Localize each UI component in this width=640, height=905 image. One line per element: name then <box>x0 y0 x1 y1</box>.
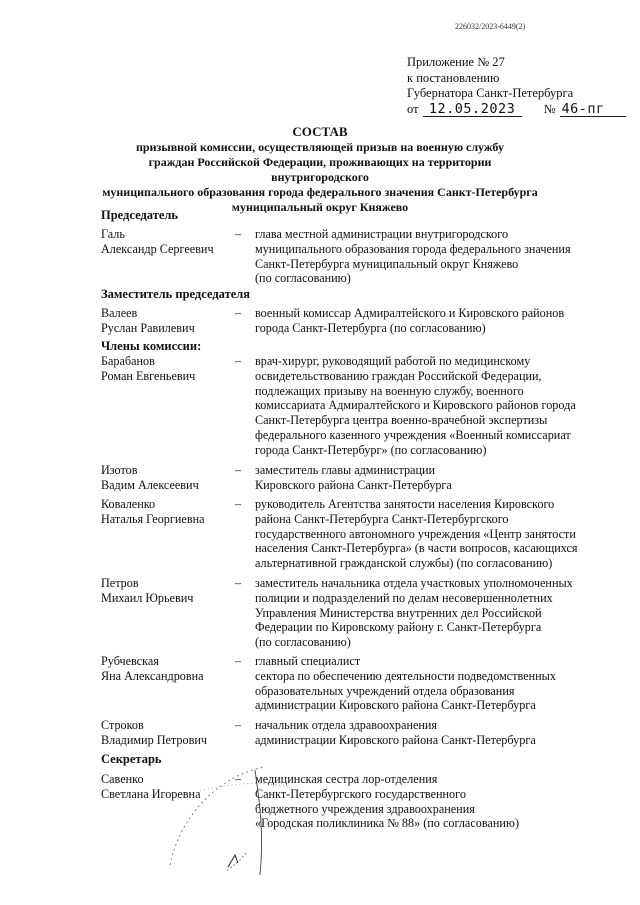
member-role: глава местной администрации внутригородского муниципального образования города федерального значения Санкт-Петербурга муниципальный округ Княжево (по согласованию) <box>255 227 571 286</box>
dash-separator: – <box>235 354 242 368</box>
member-role: главный специалист сектора по обеспечению деятельности подведомственных образовательных учреждений отдела образования администрации Кировского района Санкт-Петербурга <box>255 654 556 713</box>
document-title: СОСТАВ <box>292 124 348 139</box>
member-role: руководитель Агентства занятости населения Кировского района Санкт-Петербурга Санкт-Петербургского государственного автономного учреждения «Центр занятости населения Санкт-Петербурга» (в части вопросов, касающихся альтернативной гражданской службы) (по согласованию) <box>255 497 578 571</box>
dash-separator: – <box>235 654 242 668</box>
number-label: № <box>543 101 556 116</box>
member-role: военный комиссар Адмиралтейского и Кировского районов города Санкт-Петербурга (по согласованию) <box>255 306 565 335</box>
document-id: 226032/2023-6449(2) <box>455 22 526 31</box>
member-name: Петров Михаил Юрьевич <box>101 576 194 605</box>
section-chair: Председатель <box>101 208 179 222</box>
dash-separator: – <box>235 576 242 590</box>
subtitle-line: муниципальный округ Княжево <box>231 200 409 214</box>
document-subtitle <box>100 140 540 215</box>
annex-authority: Губернатора Санкт-Петербурга <box>407 86 574 100</box>
member-role: начальник отдела здравоохранения администрации Кировского района Санкт-Петербурга <box>255 718 536 747</box>
subtitle-line: муниципального образования города федерального значения Санкт-Петербурга <box>102 185 538 199</box>
annex-number: Приложение № 27 <box>407 55 505 69</box>
dash-separator: – <box>235 497 242 511</box>
member-name: Галь Александр Сергеевич <box>101 227 214 256</box>
member-role: врач-хирург, руководящий работой по медицинскому освидетельствованию граждан Российской Федерации, подлежащих призыву на военную службу, военного комиссариата Адмиралтейского и Кировского районов города Санкт-Петербурга центра военно-врачебной экспертизы федерального казенного учреждения «Военный комиссариат города Санкт-Петербург» (по согласованию) <box>255 354 576 457</box>
dash-separator: – <box>235 306 242 320</box>
decree-number: 46-пг <box>560 102 626 117</box>
stamp-mark <box>160 755 340 885</box>
member-name: Валеев Руслан Равилевич <box>101 306 195 335</box>
annex-block <box>407 55 626 117</box>
dash-separator: – <box>235 463 242 477</box>
member-name: Изотов Вадим Алексеевич <box>101 463 199 492</box>
member-name: Савенко Светлана Игоревна <box>101 772 201 801</box>
member-role: медицинская сестра лор-отделения Санкт-Петербургского государственного бюджетного учреждения здравоохранения «Городская поликлиника № 88» (по согласованию) <box>255 772 520 831</box>
member-name: Коваленко Наталья Георгиевна <box>101 497 205 526</box>
member-role: заместитель главы администрации Кировского района Санкт-Петербурга <box>255 463 452 492</box>
member-name: Строков Владимир Петрович <box>101 718 207 747</box>
annex-decree-ref: к постановлению <box>407 70 500 85</box>
from-label: от <box>407 101 419 116</box>
dash-separator: – <box>235 718 242 732</box>
section-members: Члены комиссии: <box>101 339 202 353</box>
member-role: заместитель начальника отдела участковых уполномоченных полиции и подразделений по делам несовершеннолетних Управления Министерства внутренних дел Российской Федерации по Кировскому району г. Санкт-Петербурга (по согласованию) <box>255 576 573 650</box>
dash-separator: – <box>235 227 242 241</box>
subtitle-line: граждан Российской Федерации, проживающих на территории внутригородского <box>148 155 492 184</box>
member-name: Рубчевская Яна Александровна <box>101 654 204 683</box>
decree-date-line <box>407 102 626 118</box>
member-name: Барабанов Роман Евгеньевич <box>101 354 196 383</box>
decree-date: 12.05.2023 <box>423 102 522 117</box>
section-deputy: Заместитель председателя <box>101 287 251 301</box>
subtitle-line: призывной комиссии, осуществляющей призыв на военную службу <box>136 140 504 154</box>
dash-separator: – <box>235 772 242 786</box>
section-secretary: Секретарь <box>101 752 162 766</box>
